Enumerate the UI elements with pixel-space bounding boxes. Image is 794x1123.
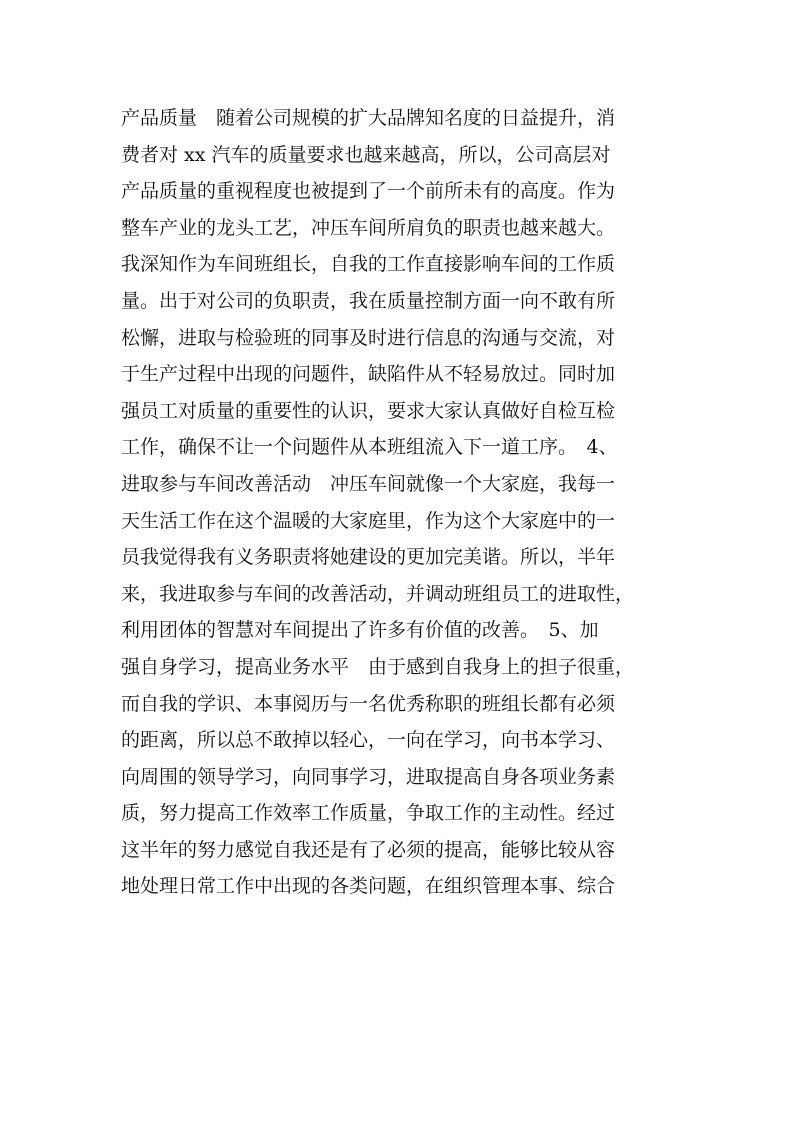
text-line: 工作，确保不让一个问题件从本班组流入下一道工序。 4、 — [121, 436, 618, 459]
text-line: 于生产过程中出现的问题件，缺陷件从不轻易放过。同时加 — [121, 363, 616, 386]
text-line: 这半年的努力感觉自我还是有了必须的提高，能够比较从容 — [121, 838, 616, 861]
body-text — [121, 100, 681, 905]
text-line: 的距离，所以总不敢掉以轻心，一向在学习，向书本学习、 — [121, 729, 616, 752]
text-line: 强员工对质量的重要性的认识，要求大家认真做好自检互检 — [121, 399, 616, 422]
text-line: 而自我的学识、本事阅历与一名优秀称职的班组长都有必须 — [121, 692, 616, 715]
text-line: 整车产业的龙头工艺，冲压车间所肩负的职责也越来越大。 — [121, 216, 616, 239]
text-line: 向周围的领导学习，向同事学习，进取提高自身各项业务素 — [121, 765, 616, 788]
text-line: 松懈，进取与检验班的同事及时进行信息的沟通与交流，对 — [121, 326, 616, 349]
text-line: 地处理日常工作中出现的各类问题，在组织管理本事、综合 — [121, 875, 616, 898]
text-line: 天生活工作在这个温暖的大家庭里，作为这个大家庭中的一 — [121, 509, 616, 532]
text-line: 量。出于对公司的负职责，我在质量控制方面一向不敢有所 — [121, 289, 616, 312]
text-line: 我深知作为车间班组长，自我的工作直接影响车间的工作质 — [121, 253, 616, 276]
text-line: 费者对 xx 汽车的质量要求也越来越高，所以，公司高层对 — [121, 143, 611, 166]
text-line: 产品质量 随着公司规模的扩大品牌知名度的日益提升，消 — [121, 107, 616, 129]
text-line: 强自身学习，提高业务水平 由于感到自我身上的担子很重， — [121, 655, 635, 678]
text-line: 产品质量的重视程度也被提到了一个前所未有的高度。作为 — [121, 180, 616, 203]
text-line: 员我觉得我有义务职责将她建设的更加完美谐。所以，半年 — [121, 546, 616, 569]
text-line: 来，我进取参与车间的改善活动，并调动班组员工的进取性， — [121, 582, 635, 605]
text-line: 进取参与车间改善活动 冲压车间就像一个大家庭，我每一 — [121, 472, 616, 495]
text-line: 质，努力提高工作效率工作质量，争取工作的主动性。经过 — [121, 802, 616, 825]
text-line: 利用团体的智慧对车间提出了许多有价值的改善。 5、加 — [121, 619, 599, 642]
